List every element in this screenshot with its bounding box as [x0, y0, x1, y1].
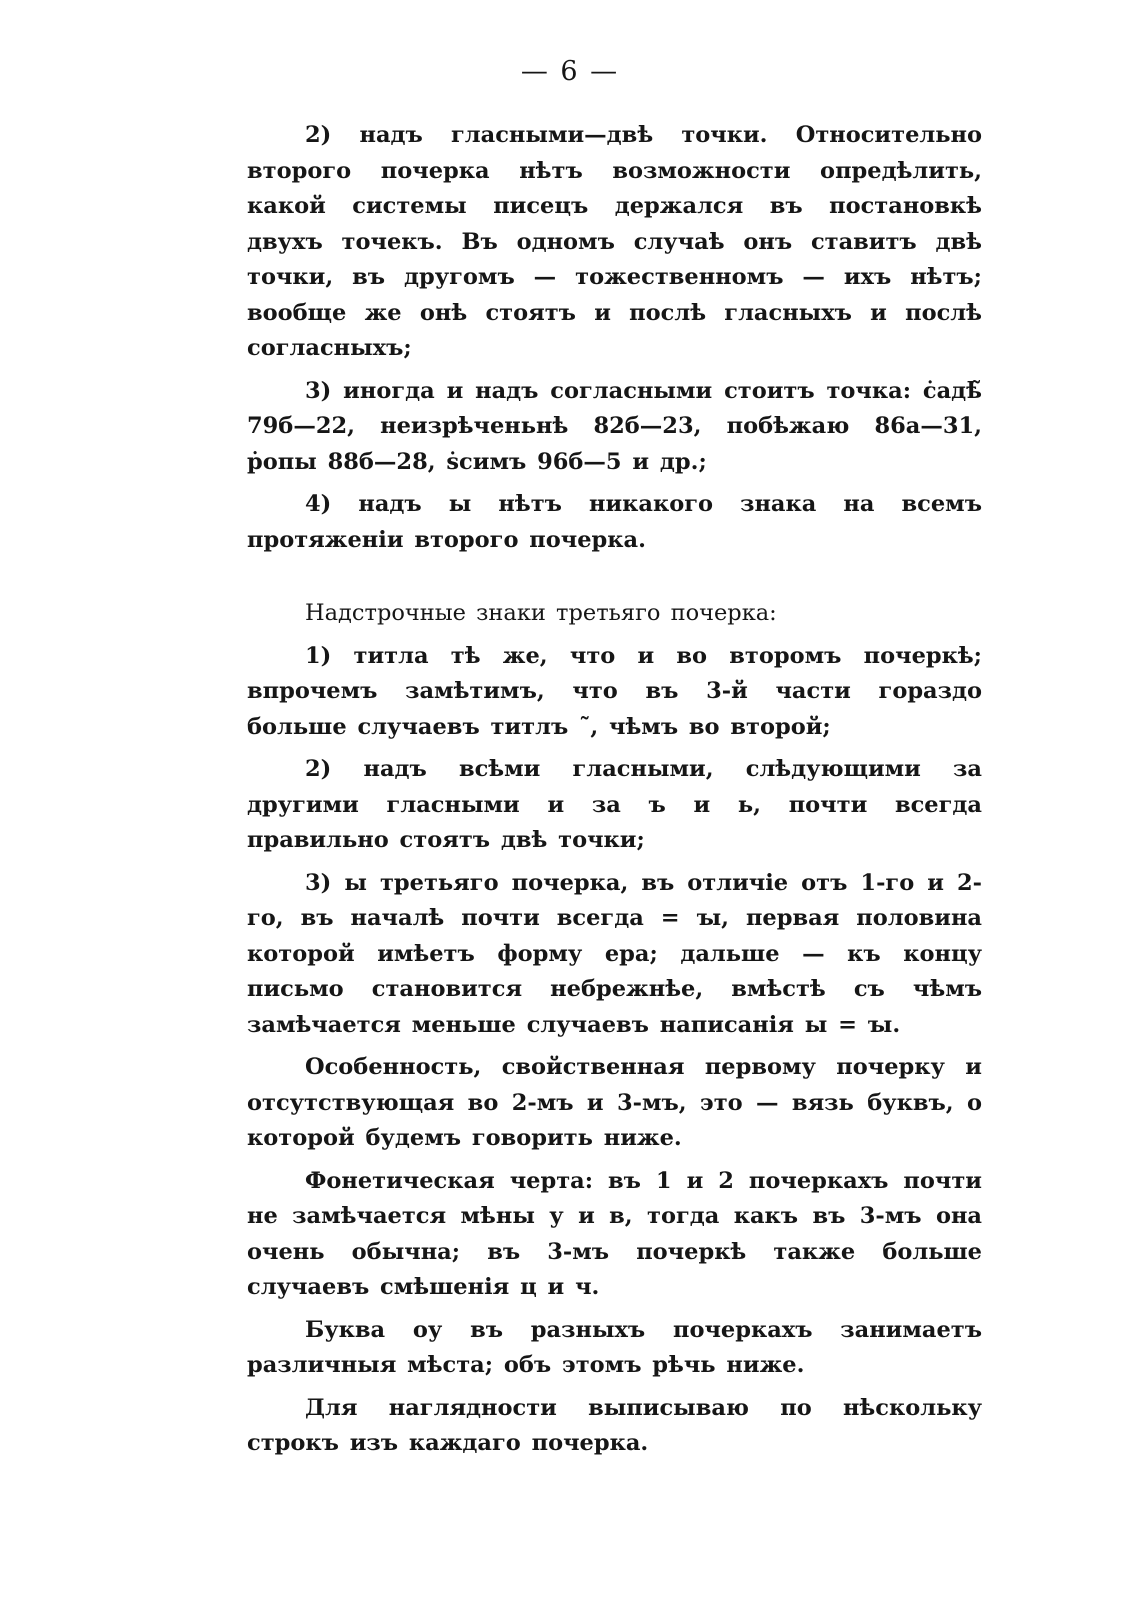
paragraph-no-mark-over-y: 4) надъ ы нѣтъ никакого знака на всемъ протяженiи второго почерка.: [247, 491, 982, 553]
paragraph-letter-ou: Буква оу въ разныхъ почеркахъ занимаетъ различныя мѣста; объ этомъ рѣчь ниже.: [247, 1316, 982, 1378]
text-column: [247, 118, 982, 1462]
paragraph-third-hand-letter-y: 3) ы третьяго почерка, въ отличiе отъ 1-го и 2-го, въ началѣ почти всегда = ꙑ, первая половина которой имѣетъ форму ера; дальше — къ концу письмо становится небрежнѣе, вмѣстѣ съ чѣмъ замѣчается меньше случаевъ написанiя ы = ꙑ.: [247, 869, 982, 1038]
paragraph-double-dots-second-hand: 2) надъ гласными—двѣ точки. Относительно второго почерка нѣтъ возможности опредѣлить, какой системы писецъ держался въ постановкѣ двухъ точекъ. Въ одномъ случаѣ онъ ставитъ двѣ точки, въ другомъ — тожественномъ — ихъ нѣтъ; вообще же онѣ стоятъ и послѣ гласныхъ и послѣ согласныхъ;: [247, 122, 982, 361]
paragraph-third-hand-titla: 1) титла тѣ же, что и во второмъ почеркѣ; впрочемъ замѣтимъ, что въ 3-й части гораздо больше случаевъ титлъ ˜, чѣмъ во второй;: [247, 642, 982, 740]
page-number: — 6 —: [520, 56, 620, 87]
paragraph-first-hand-ligature: Особенность, свойственная первому почерку и отсутствующая во 2-мъ и 3-мъ, это — вязь буквъ, о которой будемъ говорить ниже.: [247, 1054, 982, 1151]
paragraph-phonetic-feature: Фонетическая черта: въ 1 и 2 почеркахъ почти не замѣчается мѣны у и в, тогда какъ въ 3-мъ она очень обычна; въ 3-мъ почеркѣ также больше случаевъ смѣшенiя ц и ч.: [247, 1167, 982, 1300]
section-heading-third-hand: Надстрочные знаки третьяго почерка:: [305, 600, 777, 626]
paragraph-third-hand-vowel-dots: 2) надъ всѣми гласными, слѣдующими за другими гласными и за ъ и ь, почти всегда правильно стоятъ двѣ точки;: [247, 756, 982, 853]
paragraph-dot-over-consonants: 3) иногда и надъ согласными стоитъ точка: ċадѣ̃ 79б—22, неизрѣченьнѣ 82б—23, побѣжаю 86а—31, ṗопы 88б—28, ṡсимъ 96б—5 и др.;: [247, 377, 982, 475]
paragraph-sample-lines: Для наглядности выписываю по нѣскольку строкъ изъ каждаго почерка.: [247, 1394, 982, 1456]
